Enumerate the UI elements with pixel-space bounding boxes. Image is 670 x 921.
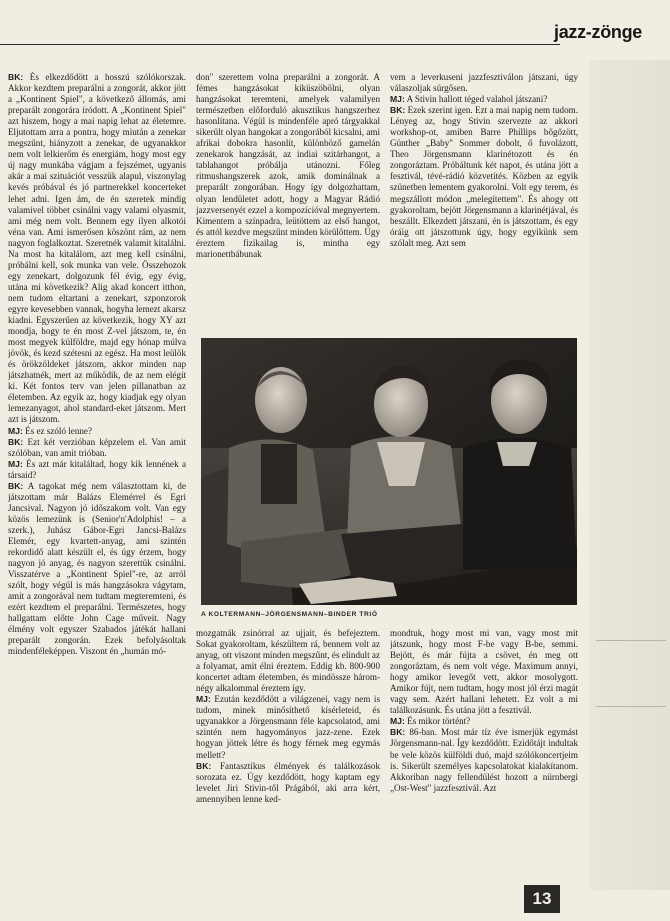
paragraph-text: Ezután kezdődött a világzenei, vagy nem is tudom, minek minősíthető kísérleteid, és ugyanakkor a Jörgensmann féle kapcsolatod, ami szintén nem hagyományos jazz-zene. Ezek hogyan jöttek létre és hogy férnek meg egymás mellett? bbox=[196, 694, 380, 760]
speaker-label: BK: bbox=[8, 436, 24, 447]
paragraph-text: Fantasztikus élmények és találkozások sorozata ez. Úgy kezdődött, hogy kaptam egy levelet Jiri Stivin-től Prágából, aki arra kért, amennyiben lenne ked- bbox=[196, 760, 380, 804]
speaker-label: BK: bbox=[390, 105, 406, 116]
paragraph-text: És elkezdődött a hosszú szólókorszak. Akkor kezdtem preparálni a zongorát, akkor jött a „Kontinent Spiel", a következő állomás, ami preparált zongorára íródott. A „Kontinent Spiel" azt hiszem, hogy a mai napig lehat az életemre. Eljutottam arra a pontra, hogy miután a zenekar megszűnt, hiányzott a zenekar, de ugyanakkor nem volt lelkierőm és energiám, hogy most egy új nagy munkába vágjam a fejszémet, ugyanis akár a mai szituációt vesszük alapul, viszonylag kevés próbával és jó partnerekkel koncerteket lehet adni. Igen ám, de én szeretek mindig valamivel többet csinálni vagy valami olyasmit, ami még nem volt. Bennem egy ilyen alkotói véna van. Ami ismerősen köszönt rám, az nem nagyon foglalkoztat. Szeretnék valamit kitalálni. Na most ha kitalálom, azt meg kell csinálni, próbálni kell, sok munka van vele. Összehozok egy zenekart, dolgozunk fél évig, egy évig, utána mi következik? Alig akad koncert itthon, nem tudom eltartani a zenekart, szponzorok egyre kevesebben vannak, hogyha lemezt akarsz kiadni. Egyszerűen az következik, hogy XY azt mondja, hogy te én most Z-vel játszom, te, én most megyek külföldre, majd egy hónap múlva jövök, és kezd szétesni az egész. Ha most leülök és örökzöldeket játszom, akkor minden nap játszhatnék, mert az működik, de az nem elégít ki. Két fontos terv van jelen pillanatban az életemben. Az egyik az, hogy kiadjak egy olyan lemezanyagot, ahol standard-eket játszom. Mert azt is játszom. bbox=[8, 72, 186, 425]
text-column-1 bbox=[8, 72, 186, 892]
photo-caption: A KOLTERMANN–JÖRGENSMANN–BINDER TRIÓ bbox=[201, 611, 378, 618]
trio-photo-image bbox=[201, 338, 577, 605]
speaker-label: MJ: bbox=[390, 716, 405, 727]
speaker-label: BK: bbox=[196, 760, 212, 771]
speaker-label: MJ: bbox=[196, 694, 211, 705]
text-column-3-lower bbox=[390, 628, 578, 893]
paragraph: don" szerettem volna preparálni a zongorát. A fémes hangzásokat kiküszöbölni, olyan hangzásokat teremteni, amelyek valamilyen természetben előforduló akusztikus hangszerhez hasonlítana. Végül is mindenféle apró tárgyakkal sikerült olyan hangokat a zongorából kicsalni, ami afrikai dobokra hasonlít, különböző gamelán zenekarok hangzását, az indiai szitárhangot, a tablahangot próbálja utánozni. Főleg ritmushangszerek azok, amik dominálnak a preparált zongorában. Hogy így dolgozhattam, olyan lendületet adott, hogy a Magyar Rádió jazzversenyét ezzel a kompozícióval megnyertem. Kimentem a színpadra, leütöttem az első hangot, és attól kezdve megszűnt minden körülöttem. Úgy éreztem fizikailag is, mintha egy marionettbábunak bbox=[196, 72, 380, 259]
speaker-label: MJ: bbox=[390, 94, 405, 105]
paragraph bbox=[8, 481, 186, 658]
paragraph: mondtuk, hogy most mi van, vagy most mit játszunk, hogy most F-be vagy B-be, semmi. Bejött, és már fújta a csövet, én meg ott zongoráztam, és nem volt vége. Maximum annyi, hogy amikor levegőt vett, akkor mosolygott. Amikor fújt, nem tudtam, hogy most jól érzi magát vagy sem. Azért hallani lehetett. Ez volt a mi találkozásunk. És utána jött a fesztivál. bbox=[390, 628, 578, 716]
paragraph-text: És azt már kitaláltad, hogy kik lennének a társaid? bbox=[8, 458, 186, 480]
text-column-3 bbox=[390, 72, 578, 334]
paragraph bbox=[196, 694, 380, 760]
text-column-2 bbox=[196, 72, 380, 334]
paragraph-text: A tagokat még nem választottam ki, de játszottam már Balázs Elemérrel és Egri Jancsival. Nagyon jó időszakom volt. Van egy közös lemezünk is (Senior'n'Adolphis! – a szerk.), Juhász Gábor-Egri Jancsi-Balázs Elemér, egy kvartett-anyag, ami szintén rekordidő alatt készült el, és úgy érzem, hogy nagyon jó anyag, és nagyon szerettük csinálni. Visszatérve a „Kontinent Spiel"-re, az arról szólt, hogy végül is más hangzásokra vágytam, amit a zongorával nem tudtam megteremteni, és ezért kezdtem el preparálni. Természetes, hogy hallgattam előtte John Cage műveit. Nagy élmény volt egyszer Szabados játékát hallani preparált zongorán. Ezek befolyásoltak mindenféleképpen. Viszont én „humán mó- bbox=[8, 480, 186, 657]
paragraph bbox=[8, 437, 186, 459]
adjacent-page-edge bbox=[590, 60, 670, 890]
speaker-label: BK: bbox=[390, 727, 406, 738]
paragraph bbox=[8, 72, 186, 426]
paragraph-text: És ez szóló lenne? bbox=[22, 425, 92, 436]
paragraph-text: És mikor történt? bbox=[404, 716, 471, 727]
paragraph: vem a leverkuseni jazzfesztiválon játszani, úgy válaszoljak sürgősen. bbox=[390, 72, 578, 94]
paragraph-text: 86-ban. Most már tíz éve ismerjük egymást Jörgensmann-nal. Így kezdődött. Ezidőtájt indultak be vele közös külföldi duó, majd szólókoncertjeim is. Sikerült személyes kapcsolatokat kialakítanom. Akkoriban nagy fellendülést hozott a nürnbergi „Ost-West" jazzfesztivál. Azt bbox=[390, 727, 578, 793]
paragraph bbox=[196, 761, 380, 805]
paragraph bbox=[390, 716, 578, 727]
paragraph: mozgatnák zsinórral az ujjait, és befejeztem. Sokat gyakoroltam, készültem rá, bennem volt az anyag, ott viszont minden megszűnt, és elindult az a folyamat, amit élni éreztem. Eddig kb. 800-900 koncertet adtam életemben, és mindössze három-négy alkalommal éreztem így. bbox=[196, 628, 380, 694]
paragraph-text: Ezt két verzióban képzelem el. Van amit szólóban, van amit trióban. bbox=[8, 436, 186, 458]
paragraph bbox=[8, 459, 186, 481]
paragraph-text: A Stivin hallott téged valahol játszani? bbox=[404, 94, 548, 105]
paragraph bbox=[390, 105, 578, 249]
section-title: jazz-zönge bbox=[554, 22, 643, 42]
adjacent-page-rule bbox=[596, 640, 666, 641]
paragraph bbox=[390, 94, 578, 105]
speaker-label: MJ: bbox=[8, 458, 23, 469]
paragraph bbox=[8, 426, 186, 437]
trio-photo bbox=[201, 338, 577, 605]
adjacent-page-rule bbox=[596, 706, 666, 707]
paragraph-text: Ezek szerint igen. Ezt a mai napig nem tudom. Lényeg az, hogy Stivin szervezte az akkori workshop-ot, amiben Barre Phillips bőgőzött, Günther „Baby" Sommer dobolt, ő fuvolázott, Theo Jörgensmann klarinétozott és én zongoráztam. Próbáltunk két napot, és utána jött a fesztivál, tévé-rádió közvetítés. Közben az egyik szünetben lementem gyakorolni. Volt egy terem, és megszállott módon „melegítettem". És ahogy ott gyakoroltam, bejött Jörgensmann a klarinétjával, és beszállt. Elkezdett játszani, én is játszottam, és egy óráig ott játszottunk úgy, hogy egyikünk sem szólalt meg. Azt sem bbox=[390, 105, 578, 248]
header-rule bbox=[0, 44, 560, 45]
speaker-label: BK: bbox=[8, 480, 24, 491]
paragraph bbox=[390, 727, 578, 793]
speaker-label: BK: bbox=[8, 72, 24, 82]
page-number: 13 bbox=[524, 885, 560, 913]
text-column-2-lower bbox=[196, 628, 380, 893]
speaker-label: MJ: bbox=[8, 425, 23, 436]
